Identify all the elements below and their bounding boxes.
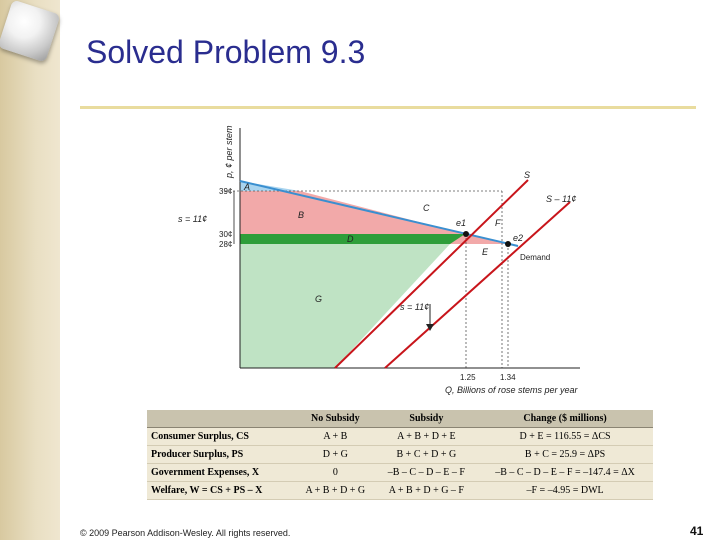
table-cell: B + C + D + G xyxy=(376,446,478,464)
supply-label: S xyxy=(524,170,531,180)
x-axis-label: Q, Billions of rose stems per year xyxy=(445,385,578,395)
table-cell: B + C = 25.9 = ΔPS xyxy=(477,446,653,464)
area-e-label: E xyxy=(482,247,489,257)
table-cell: D + G xyxy=(295,446,376,464)
area-b-region xyxy=(240,191,465,234)
area-d-label: D xyxy=(347,234,354,244)
table-cell: –B – C – D – E – F xyxy=(376,464,478,482)
table-row xyxy=(147,428,653,446)
table-cell: Consumer Surplus, CS xyxy=(147,428,295,446)
table-cell: A + B + D + E xyxy=(376,428,478,446)
area-b-label: B xyxy=(298,210,305,220)
subsidy-diagram xyxy=(150,118,610,402)
table-header: Subsidy xyxy=(376,410,478,428)
subsidy-arrow-label: s = 11¢ xyxy=(400,302,430,312)
table-cell: A + B + D + G – F xyxy=(376,482,478,500)
table-header: Change ($ millions) xyxy=(477,410,653,428)
area-a-label: A xyxy=(244,182,251,192)
welfare-table xyxy=(147,410,653,500)
point-e1 xyxy=(463,231,469,237)
copyright-notice: © 2009 Pearson Addison-Wesley. All rights reserved. xyxy=(80,528,291,538)
table-header: No Subsidy xyxy=(295,410,376,428)
table-row xyxy=(147,464,653,482)
table-row xyxy=(147,482,653,500)
page-number: 41 xyxy=(690,524,704,538)
point-e1-label: e1 xyxy=(456,218,467,228)
subsidy-side-label: s = 11¢ xyxy=(178,214,208,224)
table-cell: A + B + D + G xyxy=(295,482,376,500)
table-cell: 0 xyxy=(295,464,376,482)
table-cell: D + E = 116.55 = ΔCS xyxy=(477,428,653,446)
point-e2 xyxy=(505,241,511,247)
title-divider xyxy=(80,106,696,109)
area-g-label: G xyxy=(315,294,323,304)
table-cell: Government Expenses, X xyxy=(147,464,295,482)
shifted-supply-label: S – 11¢ xyxy=(546,194,577,204)
demand-label: Demand xyxy=(520,253,551,262)
x-tick-134: 1.34 xyxy=(500,373,516,382)
table-cell: A + B xyxy=(295,428,376,446)
table-row xyxy=(147,446,653,464)
y-axis-label: p, ¢ per stem xyxy=(224,125,234,178)
table-cell: –F = –4.95 = DWL xyxy=(477,482,653,500)
table-header xyxy=(147,410,295,428)
table-cell: –B – C – D – E – F = –147.4 = ΔX xyxy=(477,464,653,482)
table-header-row xyxy=(147,410,653,428)
y-tick-28: 28¢ xyxy=(219,240,233,249)
table-cell: Producer Surplus, PS xyxy=(147,446,295,464)
y-tick-30: 30¢ xyxy=(219,230,233,239)
x-tick-125: 1.25 xyxy=(460,373,476,382)
y-tick-39: 39¢ xyxy=(219,187,233,196)
slide-title: Solved Problem 9.3 xyxy=(86,34,366,70)
decorative-sidebar xyxy=(0,0,60,540)
area-c-label: C xyxy=(423,203,430,213)
point-e2-label: e2 xyxy=(513,233,524,243)
ice-cube-image xyxy=(0,0,61,63)
area-f-label: F xyxy=(495,218,501,228)
table-cell: Welfare, W = CS + PS – X xyxy=(147,482,295,500)
